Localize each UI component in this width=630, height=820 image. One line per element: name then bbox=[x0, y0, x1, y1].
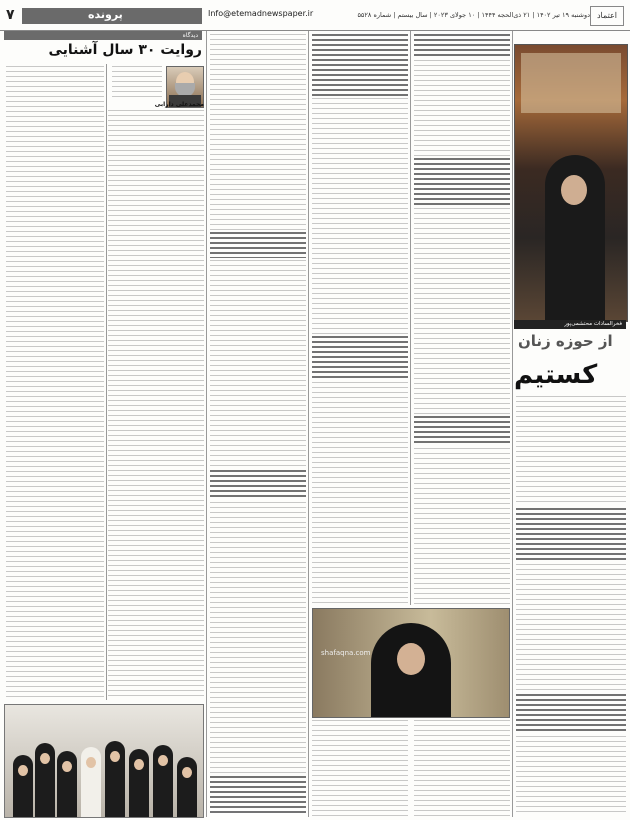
text-column bbox=[414, 720, 510, 816]
headline-main: کستیم bbox=[514, 360, 598, 390]
page-number: ۷ bbox=[6, 7, 15, 23]
text-column bbox=[312, 720, 408, 816]
column-rule bbox=[512, 31, 513, 817]
question-text bbox=[414, 158, 510, 206]
question-text bbox=[210, 470, 306, 500]
question-text bbox=[414, 34, 510, 58]
question-text bbox=[516, 694, 626, 734]
text-column bbox=[6, 66, 104, 700]
question-text bbox=[312, 336, 408, 380]
text-column bbox=[516, 396, 626, 506]
text-column bbox=[414, 448, 510, 604]
text-column bbox=[414, 208, 510, 414]
question-text bbox=[414, 416, 510, 446]
section-label: پرونده bbox=[22, 8, 202, 24]
question-text bbox=[210, 776, 306, 816]
column-rule bbox=[206, 31, 207, 817]
page-header bbox=[0, 0, 630, 31]
question-text bbox=[312, 34, 408, 96]
group-photo bbox=[4, 704, 204, 818]
text-column bbox=[210, 502, 306, 774]
author-name: محمدعلی دارابی bbox=[154, 101, 204, 108]
text-column bbox=[108, 110, 204, 700]
date-line: دوشنبه ۱۹ تیر ۱۴۰۲ | ۲۱ ذی‌الحجه ۱۴۴۴ | ۱۰ جولای ۲۰۲۳ | سال بیستم | شماره ۵۵۲۸ bbox=[357, 11, 590, 19]
photo-caption: فخرالسادات محتشمی‌پور bbox=[514, 320, 626, 329]
woman-portrait bbox=[514, 44, 628, 322]
article-title: روایت ۳۰ سال آشنایی bbox=[48, 42, 202, 58]
text-column bbox=[516, 736, 626, 816]
text-column bbox=[516, 564, 626, 692]
newspaper-logo: اعتماد bbox=[590, 6, 624, 26]
text-block bbox=[112, 66, 162, 100]
text-column bbox=[210, 260, 306, 468]
text-column bbox=[312, 98, 408, 334]
text-column bbox=[210, 34, 306, 230]
portrait-photo bbox=[312, 608, 510, 718]
question-text bbox=[516, 508, 626, 562]
column-rule bbox=[308, 31, 309, 817]
column-rule bbox=[106, 64, 107, 700]
text-column bbox=[312, 382, 408, 604]
email-address[interactable]: Info@etemadnewspaper.ir bbox=[208, 9, 314, 18]
headline-top: از حوزه زنان bbox=[518, 332, 613, 350]
column-rule bbox=[410, 31, 411, 605]
text-column bbox=[414, 60, 510, 156]
photo-watermark: shafaqna.com bbox=[321, 649, 371, 657]
question-text bbox=[210, 232, 306, 258]
category-label: دیدگاه bbox=[4, 31, 202, 40]
